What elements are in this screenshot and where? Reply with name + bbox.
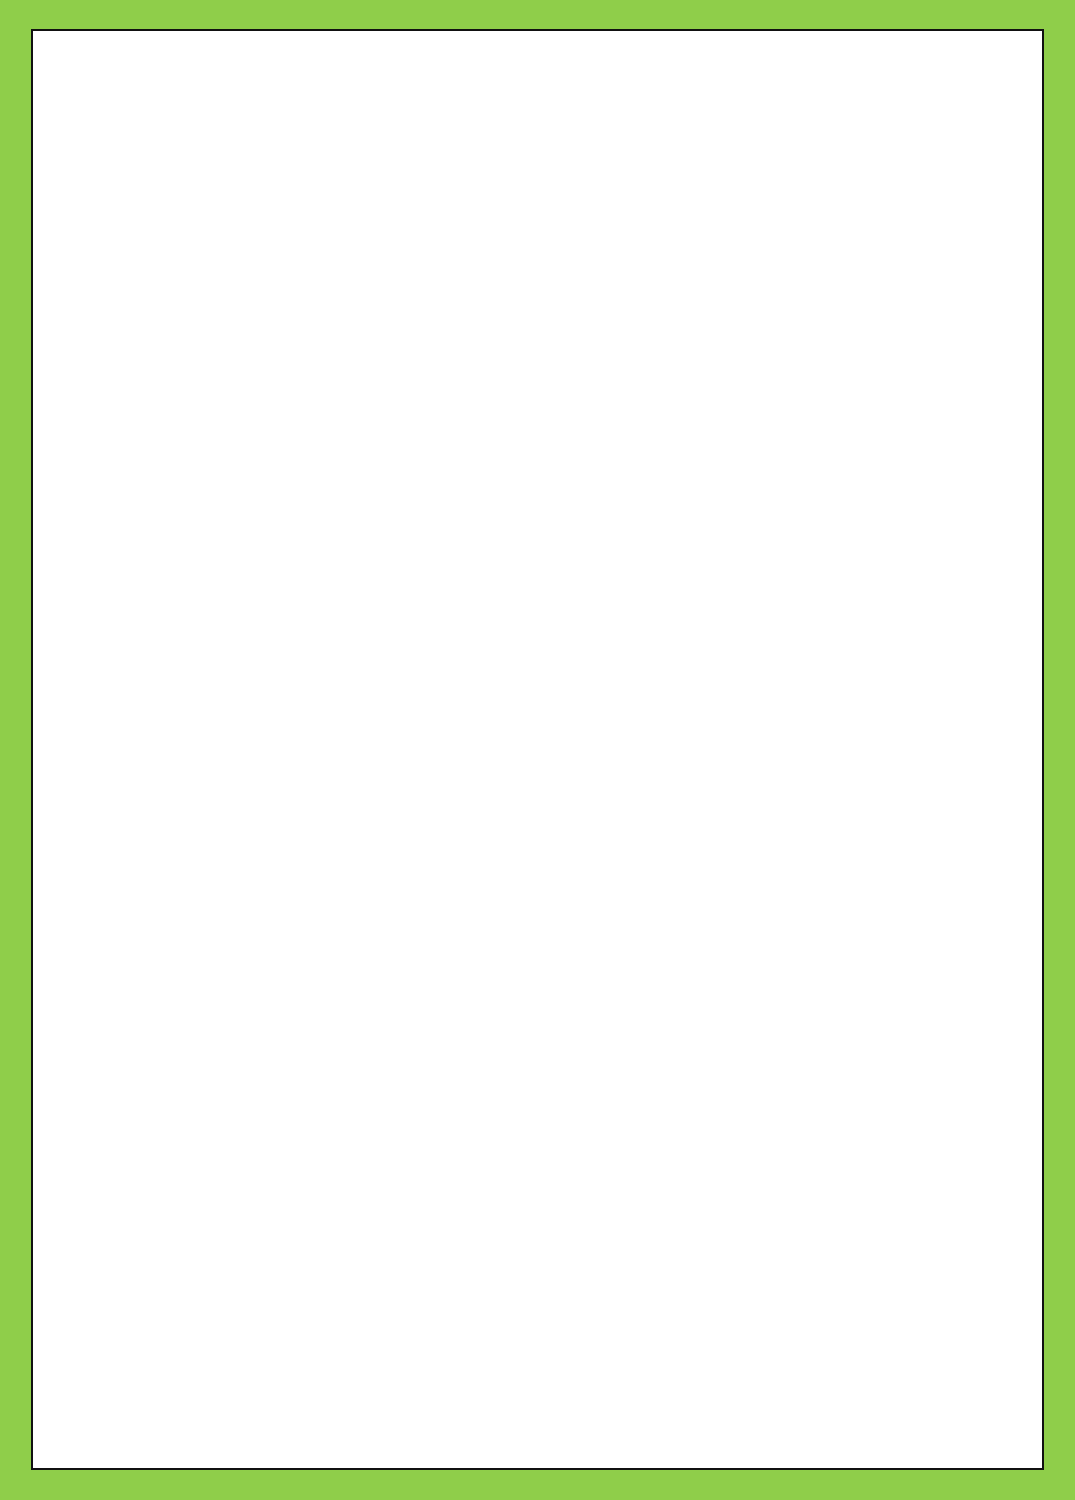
stats-sheet: [31, 29, 1044, 1470]
page-frame-top: [0, 0, 1075, 29]
